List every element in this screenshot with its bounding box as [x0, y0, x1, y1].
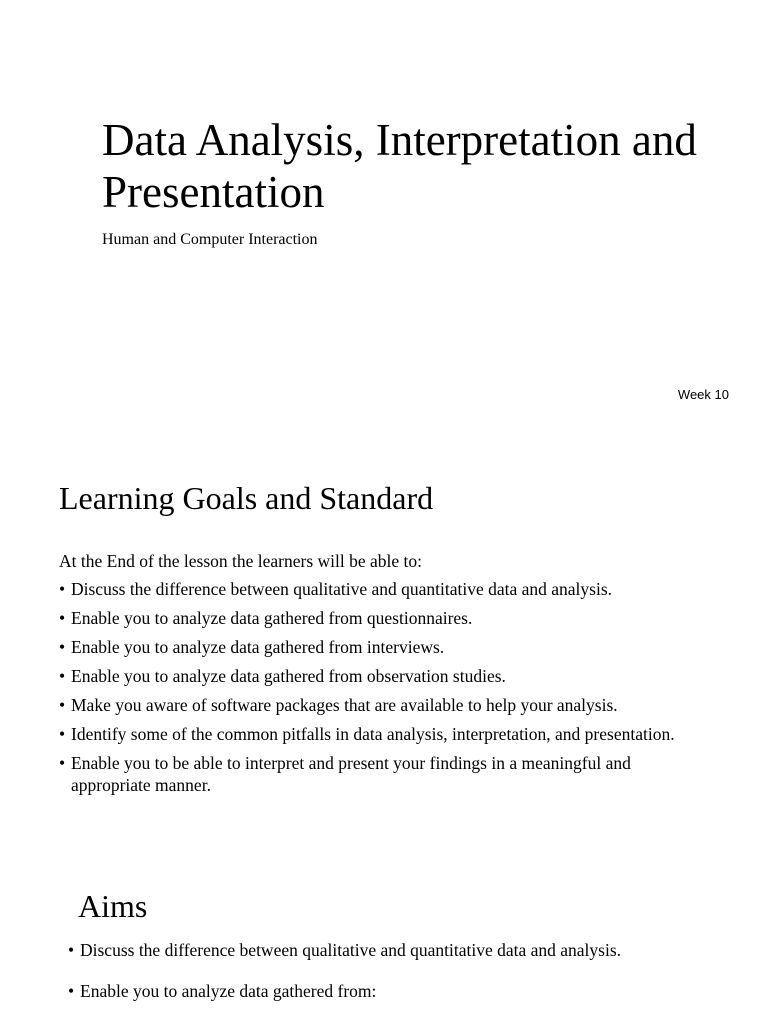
list-item: [59, 694, 709, 716]
learning-goals-heading: Learning Goals and Standard: [59, 480, 434, 516]
bullet-icon: •: [59, 753, 66, 773]
bullet-icon: •: [59, 695, 66, 715]
list-item-text: Discuss the difference between qualitative and quantitative data and analysis.: [71, 579, 613, 599]
learning-goals-list: [59, 578, 709, 803]
list-item: [59, 752, 709, 796]
presentation-subtitle: Human and Computer Interaction: [102, 231, 318, 248]
list-item-text: Enable you to analyze data gathered from interviews.: [71, 637, 445, 657]
list-item-text: Discuss the difference between qualitative and quantitative data and analysis.: [80, 940, 622, 960]
list-item: [59, 578, 709, 600]
aims-slide: [0, 834, 768, 1024]
week-label: Week 10: [677, 387, 729, 402]
list-item: [59, 665, 709, 687]
bullet-icon: •: [59, 724, 66, 744]
bullet-icon: •: [59, 608, 66, 628]
learning-goals-intro: At the End of the lesson the learners will be able to:: [59, 551, 423, 571]
bullet-icon: •: [59, 579, 66, 599]
bullet-icon: •: [68, 940, 75, 960]
list-item-text: Identify some of the common pitfalls in data analysis, interpretation, and presentation.: [71, 724, 675, 744]
bullet-icon: •: [59, 666, 66, 686]
list-item: [59, 607, 709, 629]
title-slide: [0, 0, 768, 432]
list-item: [59, 723, 709, 745]
bullet-icon: •: [68, 981, 75, 1001]
list-item: [59, 636, 709, 658]
list-item-text: Make you aware of software packages that are available to help your analysis.: [71, 695, 618, 715]
list-item-text: Enable you to analyze data gathered from questionnaires.: [71, 608, 473, 628]
list-item-text: Enable you to analyze data gathered from:: [80, 981, 377, 1001]
presentation-title: Data Analysis, Interpretation and Presentation: [102, 115, 697, 217]
bullet-icon: •: [59, 637, 66, 657]
aims-list: [68, 939, 688, 1021]
list-item-text: Enable you to be able to interpret and present your findings in a meaningful and appropriate manner.: [71, 753, 631, 795]
list-item: [68, 939, 688, 962]
list-item-text: Enable you to analyze data gathered from observation studies.: [71, 666, 506, 686]
list-item: [68, 980, 688, 1003]
learning-goals-slide: [0, 432, 768, 834]
aims-heading: Aims: [78, 888, 148, 924]
